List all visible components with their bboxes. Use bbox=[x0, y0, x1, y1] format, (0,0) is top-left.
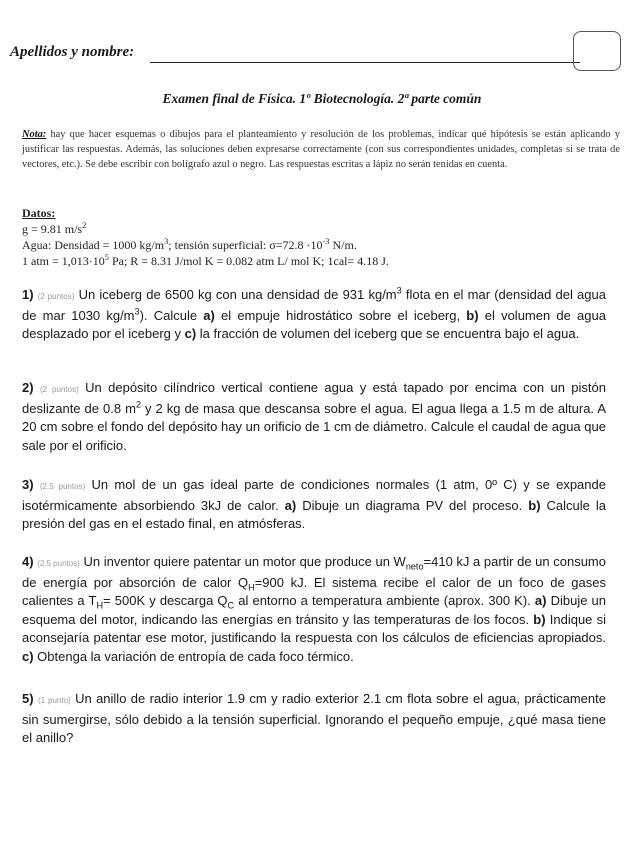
problem-text: Calcule la presión del gas en el estado final, en atmósferas. bbox=[22, 497, 606, 532]
part-marker: b) bbox=[533, 611, 546, 627]
problem-text: Un depósito cilíndrico vertical contiene agua y está tapado por encima con un pistón deslizante de 0.8 m bbox=[22, 380, 606, 416]
water-density-exp: 3 bbox=[164, 237, 169, 246]
problem-text: =900 kJ. El sistema recibe el calor de un foco de gases calientes a T bbox=[22, 574, 606, 609]
exam-title: Examen final de Física. 1º Biotecnología. 2ª parte común bbox=[162, 91, 482, 106]
constants-text: Pa; R = 8.31 J/mol K = 0.082 atm L/ mol K; 1cal= 4.18 J. bbox=[108, 254, 389, 268]
exponent: 3 bbox=[396, 285, 402, 296]
problem-text: Un mol de un gas ideal parte de condiciones normales (1 atm, 0º C) y se expande isotérmicamente absorbiendo 3kJ de calor. bbox=[22, 477, 606, 513]
exponent: 2 bbox=[135, 399, 141, 410]
problem-text: =410 kJ a partir de un consumo de energía por absorción de calor Q bbox=[22, 554, 606, 590]
problem-text: la fracción de volumen del iceberg que se encuentra bajo el agua. bbox=[196, 326, 580, 342]
part-marker: b) bbox=[466, 307, 479, 323]
part-marker: c) bbox=[184, 326, 197, 342]
problem-text: el empuje hidrostático sobre el iceberg, bbox=[214, 307, 467, 323]
problem-text: al entorno a temperatura ambiente (aprox. 300 K). bbox=[234, 593, 535, 609]
problem-points: (2.5 puntos) bbox=[39, 482, 86, 491]
data-gravity bbox=[22, 221, 622, 237]
part-marker: c) bbox=[22, 648, 34, 664]
subscript: C bbox=[227, 600, 235, 611]
problem-2 bbox=[22, 379, 606, 455]
problem-1 bbox=[22, 286, 606, 344]
note-label: Nota: bbox=[22, 129, 47, 140]
gravity-exp: 2 bbox=[82, 221, 87, 230]
part-marker: a) bbox=[203, 307, 215, 323]
problem-text: y 2 kg de masa que descansa sobre el agua. El agua llega a 1.5 m de altura. A 20 cm sobre el fondo del depósito hay un orificio de 1 cm de diámetro. Calcule el caudal de agua que sale por el orificio. bbox=[22, 400, 607, 453]
part-marker: a) bbox=[284, 497, 297, 513]
atm-exp: 5 bbox=[104, 253, 109, 262]
water-density-text: Agua: Densidad = 1000 kg/m bbox=[22, 238, 165, 252]
problem-text: flota en el mar (densidad del agua de mar 1030 kg/m bbox=[22, 287, 606, 323]
surface-tension-text: ; tensión superficial: σ=72.8 ·10 bbox=[168, 238, 323, 252]
problem-number: 2) bbox=[22, 380, 34, 395]
instructions-note bbox=[22, 127, 620, 172]
problem-points: (2 puntos) bbox=[39, 385, 79, 394]
exponent: 3 bbox=[134, 306, 140, 317]
problem-3 bbox=[22, 476, 606, 534]
name-input-line bbox=[150, 62, 580, 63]
gravity-text: g = 9.81 m/s bbox=[22, 222, 83, 236]
problem-5 bbox=[22, 690, 606, 748]
data-constants bbox=[22, 253, 622, 269]
problem-text: Un inventor quiere patentar un motor que produce un W bbox=[79, 554, 406, 569]
part-marker: a) bbox=[534, 593, 547, 609]
data-label: Datos: bbox=[22, 206, 56, 220]
problem-number: 1) bbox=[22, 287, 34, 302]
problem-text: ). Calcule bbox=[139, 307, 204, 323]
problem-points: (2 puntos) bbox=[37, 292, 75, 301]
note-text: hay que hacer esquemas o dibujos para el planteamiento y resolución de los problemas, indicar qué hipótesis se están aplicando y justificar las respuestas. Además, las soluciones deben expresarse correctamente (con sus correspondientes unidades, completas si se trata de vectores, etc.). Se debe escribir con bolígrafo azul o negro. Las respuestas escritas a lápiz no serán tenidas en cuenta. bbox=[22, 129, 620, 170]
subscript: neto bbox=[405, 561, 424, 572]
problem-text: Dibuje un esquema del motor, indicando las energías en tránsito y las temperaturas de los focos. bbox=[22, 593, 607, 627]
part-marker: b) bbox=[528, 497, 541, 513]
problem-points: (1 punto) bbox=[37, 696, 71, 705]
problem-text: el volumen de agua desplazado por el iceberg y bbox=[22, 307, 606, 342]
subscript: H bbox=[96, 600, 104, 611]
problem-4 bbox=[22, 553, 606, 667]
problem-text: Obtenga la variación de entropía de cada foco térmico. bbox=[33, 648, 354, 664]
name-label: Apellidos y nombre: bbox=[10, 44, 135, 60]
subscript: H bbox=[248, 582, 255, 593]
problem-text: Un anillo de radio interior 1.9 cm y radio exterior 2.1 cm flota sobre el agua, prácticamente sin sumergirse, sólo debido a la tensión superficial. Ignorando el pequeño empuje, ¿qué masa tiene el anillo? bbox=[22, 691, 606, 746]
problem-number: 5) bbox=[22, 691, 34, 706]
problem-number: 4) bbox=[22, 554, 34, 569]
problem-points: (2.5 puntos) bbox=[37, 559, 80, 568]
surface-tension-exp: -3 bbox=[322, 237, 330, 246]
problem-text: Indique si aconsejaría patentar ese motor, justificando la respuesta con los cálculos de eficiencias apropiados. bbox=[22, 611, 606, 646]
data-water bbox=[22, 237, 622, 253]
grade-box bbox=[573, 31, 621, 71]
atm-text: 1 atm = 1,013·10 bbox=[22, 254, 105, 268]
data-section bbox=[22, 205, 622, 269]
problem-number: 3) bbox=[22, 477, 34, 492]
problem-text: = 500K y descarga Q bbox=[103, 593, 228, 609]
problem-text: Un iceberg de 6500 kg con una densidad de 931 kg/m bbox=[74, 287, 397, 302]
problem-text: Dibuje un diagrama PV del proceso. bbox=[296, 497, 529, 513]
surface-tension-unit: N/m. bbox=[329, 238, 357, 252]
name-row bbox=[10, 44, 570, 68]
